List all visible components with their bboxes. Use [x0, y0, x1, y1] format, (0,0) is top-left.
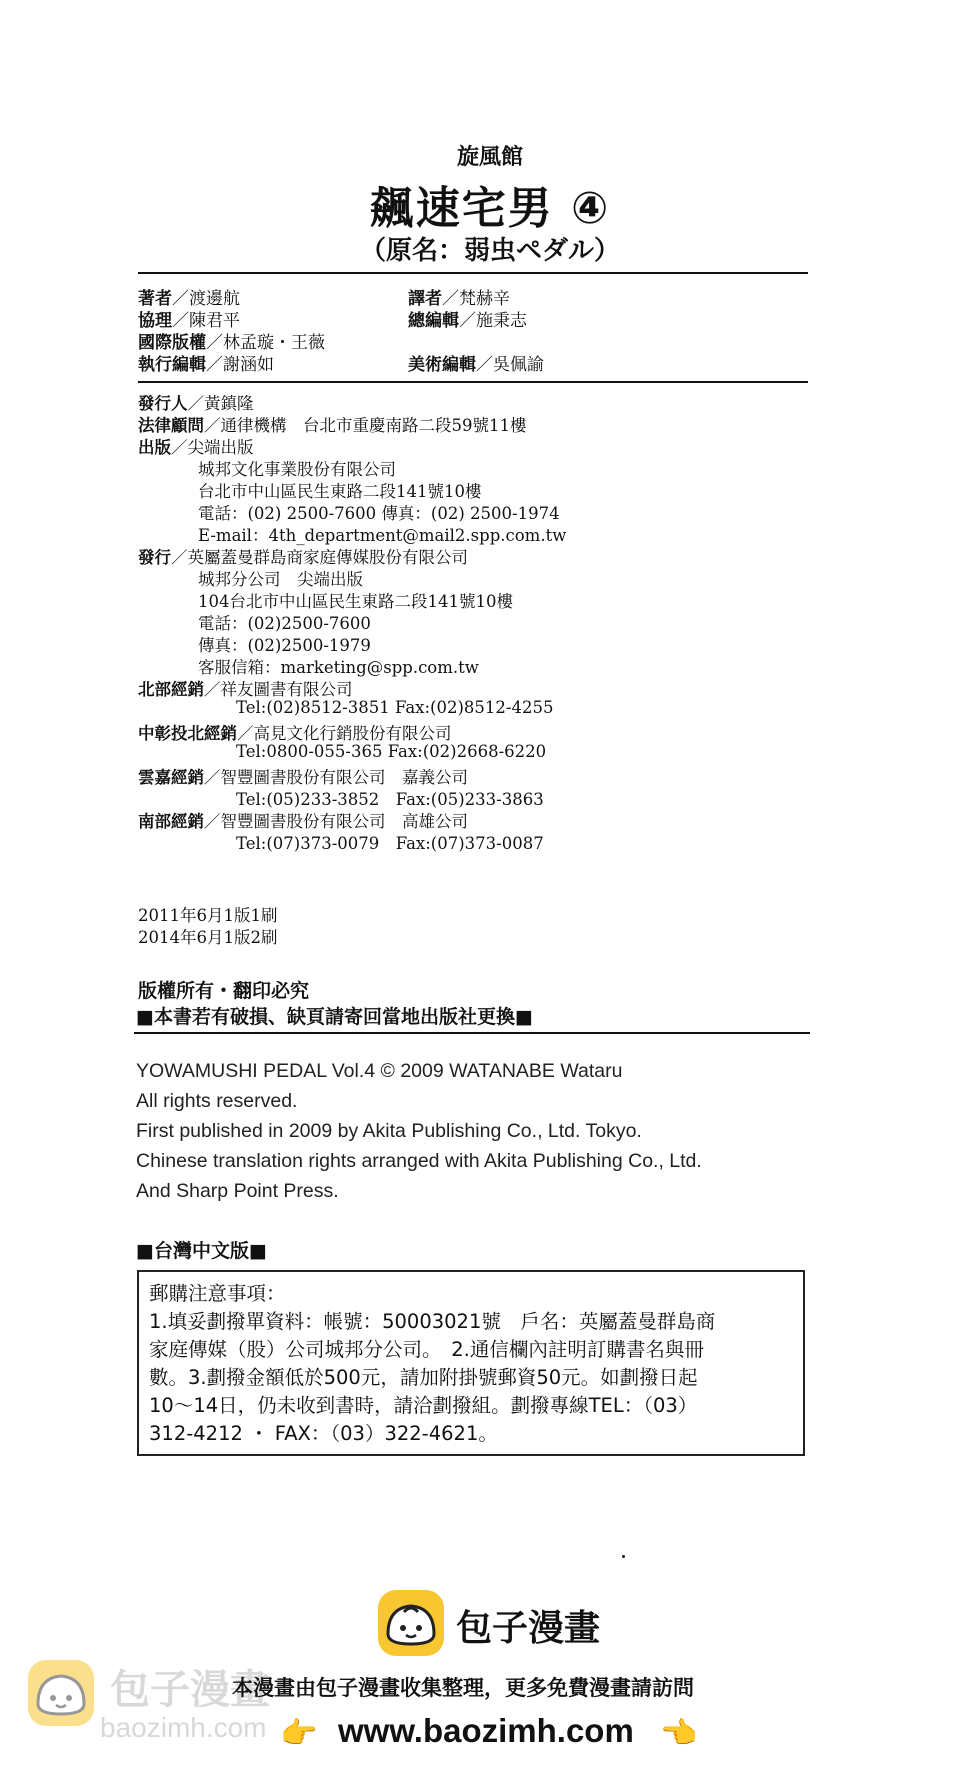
original-title: （原名：弱虫ペダル）: [359, 236, 620, 266]
notice-line: 數。3.劃撥金額低於500元，請加附掛號郵資50元。如劃撥日起: [149, 1366, 698, 1389]
notice-line: 家庭傳媒（股）公司城邦分公司。 2.通信欄內註明訂購書名與冊: [149, 1338, 704, 1361]
divider: [138, 381, 808, 383]
south-distributor: 南部經銷／智豐圖書股份有限公司 高雄公司: [138, 812, 468, 831]
yunjia-tel: Tel:(05)233-3852 Fax:(05)233-3863: [236, 790, 544, 809]
credit-rights: 國際版權／林孟璇・王薇: [138, 333, 325, 353]
divider: [134, 1032, 810, 1034]
replacement-notice: ■本書若有破損、缺頁請寄回當地出版社更換■: [136, 1006, 533, 1028]
speck: [622, 1555, 625, 1558]
pointing-right-icon: 👉: [280, 1716, 318, 1751]
mail-order-notice-box: [137, 1270, 805, 1456]
notice-line: 1.填妥劃撥單資料：帳號：50003021號 戶名：英屬蓋曼群島商: [149, 1310, 716, 1333]
distributor-line: 城邦分公司 尖端出版: [198, 570, 363, 589]
copyright-notice: 版權所有・翻印必究: [138, 980, 310, 1002]
north-distributor: 北部經銷／祥友圖書有限公司: [138, 680, 353, 699]
distributor-email: 客服信箱：marketing@spp.com.tw: [198, 658, 479, 677]
taiwan-edition-label: ■台灣中文版■: [136, 1240, 267, 1262]
english-press: And Sharp Point Press.: [136, 1180, 339, 1202]
credit-art-editor: 美術編輯／吳佩諭: [408, 355, 544, 375]
series-label: 旋風館: [456, 145, 523, 170]
distributor: 發行／英屬蓋曼群島商家庭傳媒股份有限公司: [138, 548, 468, 567]
credit-chief-editor: 總編輯／施秉志: [408, 311, 527, 331]
notice-line: 312-4212 ・ FAX：（03）322-4621。: [149, 1422, 498, 1445]
notice-title: 郵購注意事項：: [149, 1282, 286, 1305]
credit-assist: 協理／陳君平: [138, 311, 240, 331]
north-tel: Tel:(02)8512-3851 Fax:(02)8512-4255: [236, 698, 554, 717]
english-translation-rights: Chinese translation rights arranged with Akita Publishing Co., Ltd.: [136, 1150, 702, 1172]
watermark-logo-icon: [28, 1660, 94, 1726]
credit-author: 著者／渡邊航: [138, 289, 240, 309]
divider: [138, 272, 808, 274]
edition-line: 2011年6月1版1刷: [138, 906, 278, 925]
english-first-published: First published in 2009 by Akita Publishing Co., Ltd. Tokyo.: [136, 1120, 642, 1142]
legal-advisor: 法律顧問／通律機構 台北市重慶南路二段59號11樓: [138, 416, 527, 435]
watermark-domain: baozimh.com: [100, 1712, 267, 1743]
issuer: 發行人／黃鎮隆: [138, 394, 254, 413]
distributor-line: 傳真：(02)2500-1979: [198, 636, 371, 655]
english-copyright: YOWAMUSHI PEDAL Vol.4 © 2009 WATANABE Wataru: [136, 1060, 623, 1082]
footer-url-link[interactable]: www.baozimh.com: [338, 1712, 634, 1749]
yunjia-distributor: 雲嘉經銷／智豐圖書股份有限公司 嘉義公司: [138, 768, 468, 787]
baozi-logo-icon: [378, 1590, 444, 1656]
distributor-line: 104台北市中山區民生東路二段141號10樓: [198, 592, 513, 611]
publisher-line: 城邦文化事業股份有限公司: [198, 460, 396, 479]
credit-translator: 譯者／梵赫辛: [408, 289, 510, 309]
book-title: 飆速宅男 ④: [369, 183, 611, 234]
english-rights: All rights reserved.: [136, 1090, 298, 1112]
south-tel: Tel:(07)373-0079 Fax:(07)373-0087: [236, 834, 544, 853]
publisher-line: 台北市中山區民生東路二段141號10樓: [198, 482, 482, 501]
publisher-email: E-mail：4th_department@mail2.spp.com.tw: [198, 526, 567, 545]
brand-name: 包子漫畫: [456, 1608, 601, 1649]
central-tel: Tel:0800-055-365 Fax:(02)2668-6220: [236, 742, 547, 761]
publisher-line: 電話：(02) 2500-7600 傳真：(02) 2500-1974: [198, 504, 560, 523]
credit-exec-editor: 執行編輯／謝涵如: [138, 355, 274, 375]
central-distributor: 中彰投北經銷／高見文化行銷股份有限公司: [138, 724, 452, 743]
watermark-brand: 包子漫畫: [110, 1667, 270, 1713]
distributor-line: 電話：(02)2500-7600: [198, 614, 371, 633]
publisher: 出版／尖端出版: [138, 438, 254, 457]
notice-line: 10～14日，仍未收到書時，請洽劃撥組。劃撥專線TEL：（03）: [149, 1394, 698, 1417]
pointing-left-icon: 👈: [660, 1716, 698, 1751]
footer-note: 本漫畫由包子漫畫收集整理，更多免費漫畫請訪問: [232, 1676, 694, 1700]
edition-line: 2014年6月1版2刷: [138, 928, 278, 947]
